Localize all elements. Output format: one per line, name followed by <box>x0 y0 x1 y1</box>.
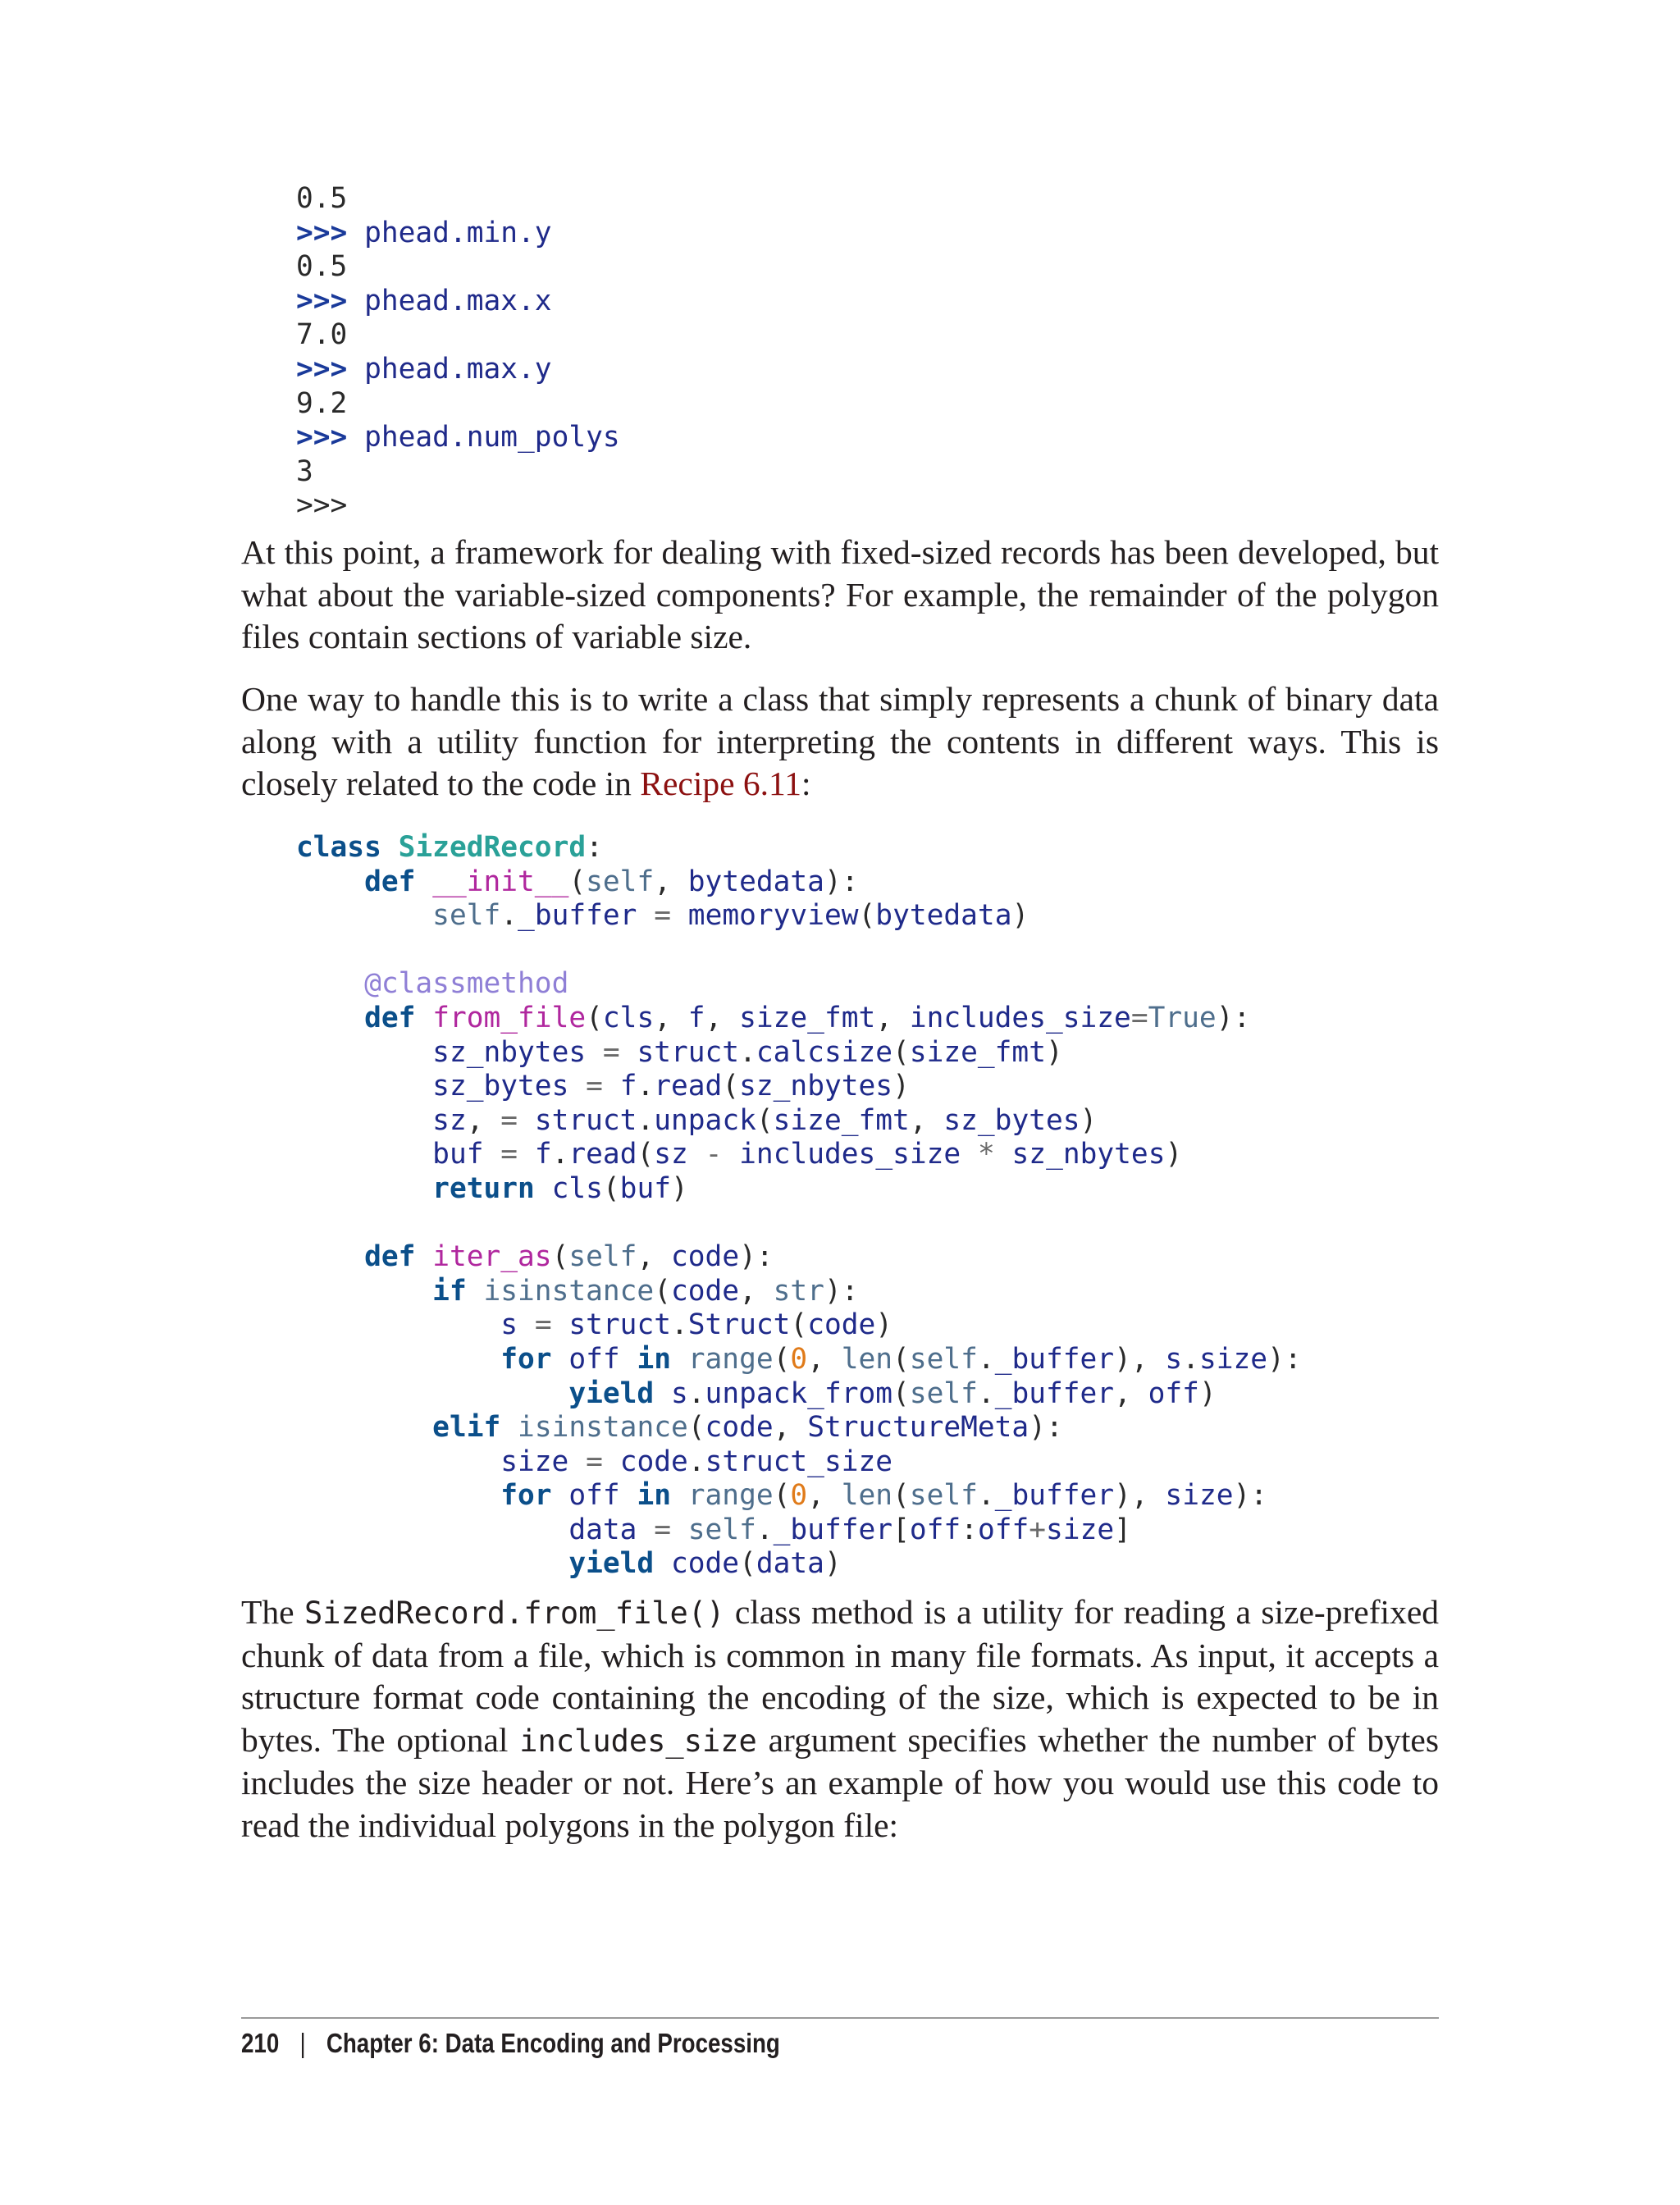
code-token: ( <box>892 1342 910 1376</box>
code-token: ): <box>824 865 859 898</box>
code-token <box>620 1479 637 1512</box>
code-token: code <box>670 1547 740 1581</box>
code-token: . <box>756 1513 774 1546</box>
code-token <box>296 1036 432 1069</box>
code-token <box>535 1172 552 1205</box>
code-token: size <box>1165 1479 1234 1513</box>
code-token: memoryview <box>687 899 859 933</box>
code-token: ( <box>637 1138 655 1171</box>
code-token <box>637 1513 654 1546</box>
code-token: if <box>432 1274 467 1308</box>
code-token: struct <box>534 1103 637 1137</box>
code-token: in <box>637 1479 671 1513</box>
code-token: ): <box>1233 1479 1268 1513</box>
code-token: cls <box>551 1171 603 1205</box>
chapter-title: Chapter 6: Data Encoding and Processing <box>326 2028 780 2058</box>
code-token: unpack <box>654 1103 756 1137</box>
code-token: = <box>602 1035 620 1069</box>
footer-divider <box>241 2017 1439 2019</box>
code-token: . <box>637 1103 655 1137</box>
code-token: ): <box>1029 1411 1063 1445</box>
code-token: ) <box>824 1547 842 1581</box>
code-token <box>381 831 399 864</box>
code-token: size_fmt <box>739 1001 876 1034</box>
repl-line <box>296 217 552 249</box>
code-token: . <box>687 1445 705 1478</box>
code-token: = <box>586 1070 603 1103</box>
code-token: ): <box>739 1240 774 1274</box>
repl-line <box>296 353 552 386</box>
code-token <box>688 1138 705 1171</box>
code-token: = <box>586 1445 603 1478</box>
code-token <box>296 1343 500 1376</box>
code-token: len <box>841 1479 893 1513</box>
code-token: isinstance <box>483 1274 655 1308</box>
code-token: sz_nbytes <box>1011 1138 1166 1171</box>
code-token <box>654 1547 671 1580</box>
code-token: sz <box>654 1138 688 1171</box>
code-token <box>415 1240 432 1273</box>
code-token: ( <box>602 1171 620 1205</box>
code-token <box>296 1104 432 1137</box>
code-token: code <box>671 1274 740 1308</box>
repl-output: 0.5 <box>296 250 348 284</box>
code-token <box>552 1343 569 1376</box>
code-token <box>296 1308 500 1341</box>
code-token: ) <box>1198 1376 1217 1410</box>
repl-output: >>> <box>296 489 348 523</box>
code-token <box>500 1411 518 1444</box>
code-token: self <box>687 1513 756 1546</box>
code-token: code <box>619 1445 688 1478</box>
repl-line <box>296 421 620 454</box>
code-token: ) <box>1080 1103 1098 1137</box>
code-token: ( <box>892 1035 910 1069</box>
code-token <box>671 899 688 932</box>
inline-code-includes-size: includes_size <box>519 1723 757 1759</box>
code-line <box>296 1445 892 1478</box>
code-token: , <box>807 1342 842 1376</box>
code-token: * <box>977 1138 995 1171</box>
code-token: , <box>637 1240 672 1274</box>
code-token <box>296 1479 500 1512</box>
code-token: ( <box>568 865 587 898</box>
code-line <box>296 1036 1063 1069</box>
code-token: code <box>671 1240 740 1274</box>
code-token <box>603 1445 620 1478</box>
repl-output: 9.2 <box>296 386 348 420</box>
code-token: bytedata <box>875 899 1012 933</box>
repl-line <box>296 489 347 522</box>
code-token: 0 <box>790 1479 808 1513</box>
code-token: , <box>739 1274 774 1308</box>
code-token: True <box>1148 1001 1217 1034</box>
code-line <box>296 1240 774 1273</box>
code-token: yield <box>568 1547 655 1581</box>
code-line <box>296 1104 1097 1137</box>
code-token <box>722 1138 739 1171</box>
code-token: - <box>705 1138 723 1171</box>
code-token: iter_as <box>432 1240 552 1274</box>
code-line <box>296 1377 1217 1410</box>
code-token: . <box>1182 1342 1199 1376</box>
code-token: size_fmt <box>773 1103 910 1137</box>
code-token: s <box>670 1376 688 1410</box>
code-token: elif <box>432 1411 501 1445</box>
paragraph-text: : <box>801 765 811 802</box>
code-token: _buffer <box>994 1376 1115 1410</box>
code-token <box>296 967 364 1000</box>
code-token: [ <box>892 1513 910 1546</box>
code-token <box>296 899 432 932</box>
code-token: = <box>1130 1001 1148 1034</box>
code-token: ): <box>1267 1342 1302 1376</box>
repl-session <box>296 182 620 523</box>
code-token: , <box>875 1001 910 1034</box>
code-token: . <box>977 1479 995 1513</box>
code-token: ( <box>551 1240 569 1274</box>
paragraph-text: class method is a utility for reading a size-prefixed chunk of data from a file, which is common in many file formats. As input, it accepts a structure format code containing the encoding of the size, which is expected to be in bytes. The optional <box>241 1593 1439 1759</box>
code-token <box>296 1070 432 1102</box>
code-token: ] <box>1114 1513 1131 1546</box>
repl-line <box>296 250 347 283</box>
code-line <box>296 1308 892 1341</box>
code-token: self <box>586 865 655 898</box>
code-token: ( <box>790 1308 808 1342</box>
code-line <box>296 1138 1182 1171</box>
code-line <box>296 1172 688 1205</box>
code-token <box>467 1275 484 1308</box>
code-token <box>637 899 654 932</box>
code-token: = <box>500 1103 518 1137</box>
code-token: = <box>534 1308 552 1342</box>
code-line <box>296 865 859 898</box>
code-token: data <box>568 1513 637 1546</box>
code-token: 0 <box>790 1342 808 1376</box>
code-token: off <box>977 1513 1029 1546</box>
code-token: ( <box>654 1274 671 1308</box>
code-token: ) <box>1011 899 1029 933</box>
code-token: _buffer <box>518 899 637 933</box>
code-token: ( <box>773 1479 791 1513</box>
code-token: @classmethod <box>364 967 569 1001</box>
code-token <box>296 1275 432 1308</box>
code-token: code <box>807 1308 876 1342</box>
repl-input: phead.min.y <box>364 216 552 249</box>
code-token: sz_nbytes <box>432 1035 587 1069</box>
code-line <box>296 1343 1302 1376</box>
code-token: sz <box>432 1103 467 1137</box>
code-token: ( <box>892 1479 910 1513</box>
code-token: buf <box>432 1138 484 1171</box>
code-line <box>296 899 1029 932</box>
code-token: + <box>1029 1513 1047 1546</box>
code-token: self <box>568 1240 637 1274</box>
repl-prompt: >>> <box>296 352 348 386</box>
code-token: off <box>909 1513 961 1546</box>
code-token: ), <box>1114 1342 1166 1376</box>
code-token: calcsize <box>756 1035 893 1069</box>
code-token: ( <box>773 1342 791 1376</box>
code-line <box>296 1002 1250 1034</box>
code-token <box>415 865 432 898</box>
code-token <box>296 1547 568 1580</box>
code-token: isinstance <box>518 1411 688 1445</box>
repl-prompt: >>> <box>296 284 348 317</box>
code-token: size <box>1198 1342 1268 1376</box>
code-token: includes_size <box>909 1001 1131 1034</box>
code-token: data <box>756 1547 824 1581</box>
code-token: unpack_from <box>705 1376 893 1410</box>
code-token: str <box>773 1274 824 1308</box>
repl-output: 3 <box>296 454 313 488</box>
code-token: ( <box>586 1001 603 1034</box>
code-token <box>296 1138 432 1171</box>
code-token: size <box>1046 1513 1115 1546</box>
code-token: __init__ <box>432 865 569 898</box>
code-token: . <box>671 1308 688 1342</box>
code-token <box>995 1138 1012 1171</box>
code-token: ), <box>1114 1479 1166 1513</box>
code-token: . <box>551 1138 569 1171</box>
code-line <box>296 1275 859 1308</box>
code-token <box>415 1002 432 1034</box>
code-token: code <box>705 1411 774 1445</box>
code-token <box>296 1411 432 1444</box>
paragraph-text: argument specifies whether the number of bytes includes the size header or not. Here’s an example of how you would use this code to read the individual polygons in the polygon file: <box>241 1720 1439 1844</box>
code-token: ): <box>1216 1001 1251 1034</box>
code-token <box>552 1308 569 1341</box>
code-token <box>518 1138 535 1171</box>
repl-line <box>296 182 347 215</box>
code-token: SizedRecord <box>398 831 587 864</box>
repl-output: 0.5 <box>296 182 348 215</box>
code-token <box>483 1138 500 1171</box>
code-listing-sizedrecord <box>296 831 1302 1582</box>
paragraph-intro <box>241 532 1439 659</box>
code-token: : <box>961 1513 978 1546</box>
code-token: ) <box>892 1070 910 1103</box>
code-token: ( <box>722 1070 740 1103</box>
code-token: class <box>296 831 381 864</box>
code-line <box>296 1411 1063 1444</box>
code-token: = <box>654 1513 671 1546</box>
code-token: ) <box>875 1308 893 1342</box>
repl-input: phead.num_polys <box>364 421 620 454</box>
paragraph-text: The <box>241 1593 305 1631</box>
code-token: in <box>637 1342 671 1376</box>
code-line <box>296 1547 842 1580</box>
code-line <box>296 1479 1267 1512</box>
code-token: ( <box>739 1547 756 1581</box>
code-token: yield <box>568 1376 655 1410</box>
code-token: , <box>807 1479 842 1513</box>
code-token: self <box>909 1342 978 1376</box>
code-token: self <box>909 1376 978 1410</box>
code-token: def <box>364 1240 416 1274</box>
code-token: Struct <box>687 1308 791 1342</box>
code-token <box>296 1172 432 1205</box>
code-token: off <box>568 1479 620 1513</box>
code-token: , <box>466 1103 501 1137</box>
code-token: read <box>568 1138 637 1171</box>
code-token: sz_nbytes <box>739 1070 893 1103</box>
page-number: 210 <box>241 2028 280 2058</box>
paragraph-approach <box>241 678 1439 806</box>
code-token <box>620 1343 637 1376</box>
code-token <box>552 1479 569 1512</box>
repl-prompt: >>> <box>296 421 348 454</box>
code-token: ( <box>892 1376 910 1410</box>
code-token: f <box>619 1070 637 1103</box>
code-token: , <box>705 1001 740 1034</box>
code-token <box>586 1036 603 1069</box>
code-token <box>296 1377 568 1410</box>
code-token: . <box>977 1342 995 1376</box>
code-token <box>296 1445 500 1478</box>
code-token <box>296 1240 364 1273</box>
repl-line <box>296 387 347 420</box>
code-token <box>961 1138 978 1171</box>
code-token <box>654 1377 671 1410</box>
code-line <box>296 967 568 1000</box>
code-token: struct_size <box>705 1445 893 1478</box>
code-token <box>518 1308 535 1341</box>
code-line <box>296 1070 910 1102</box>
code-token: _buffer <box>994 1342 1115 1376</box>
code-token: , <box>654 865 688 898</box>
code-token: ) <box>1045 1035 1063 1069</box>
code-token: , <box>1114 1376 1148 1410</box>
code-token: ( <box>756 1103 774 1137</box>
code-token <box>671 1343 688 1376</box>
code-token: read <box>654 1070 723 1103</box>
code-token: s <box>1165 1342 1183 1376</box>
code-token: buf <box>619 1171 671 1205</box>
code-token: ( <box>858 899 876 933</box>
code-token: : <box>586 831 603 864</box>
code-token: ( <box>687 1411 705 1445</box>
repl-input: phead.max.x <box>364 284 552 317</box>
code-token: bytedata <box>687 865 824 898</box>
paragraph-explanation <box>241 1591 1439 1847</box>
code-token: return <box>432 1171 535 1205</box>
code-token: . <box>637 1070 655 1103</box>
repl-line <box>296 285 552 317</box>
code-token: sz_bytes <box>943 1103 1080 1137</box>
code-token: off <box>1148 1376 1199 1410</box>
code-token <box>296 1002 364 1034</box>
code-token: f <box>534 1138 552 1171</box>
code-token: = <box>500 1138 518 1171</box>
code-token: for <box>500 1342 552 1376</box>
paragraph-text: One way to handle this is to write a class that simply represents a chunk of binary data along with a utility function for interpreting the contents in different ways. This is closely related to the code in <box>241 680 1439 802</box>
code-token <box>603 1070 620 1102</box>
code-token <box>671 1479 688 1512</box>
code-token: ) <box>670 1171 688 1205</box>
code-token: _buffer <box>773 1513 893 1546</box>
inline-code-from-file: SizedRecord.from_file() <box>304 1596 725 1631</box>
code-line <box>296 1513 1131 1546</box>
code-token: StructureMeta <box>807 1411 1029 1445</box>
code-line <box>296 831 603 864</box>
code-token: . <box>687 1376 705 1410</box>
code-token: . <box>500 899 518 933</box>
code-token: , <box>909 1103 944 1137</box>
code-token: len <box>841 1342 893 1376</box>
repl-input: phead.max.y <box>364 352 552 386</box>
code-token <box>568 1445 586 1478</box>
paragraph-text: At this point, a framework for dealing with fixed-sized records has been developed, but what about the variable-sized components? For example, the remainder of the polygon files contain sections of variable size. <box>241 533 1439 655</box>
code-token: s <box>500 1308 518 1342</box>
code-token: self <box>432 899 501 933</box>
page-footer <box>241 2028 780 2059</box>
code-token: self <box>909 1479 978 1513</box>
code-token: f <box>687 1001 705 1034</box>
code-token <box>518 1104 535 1137</box>
code-token: for <box>500 1479 552 1513</box>
repl-line <box>296 455 313 488</box>
code-token: def <box>364 1001 416 1034</box>
code-token: cls <box>602 1001 655 1034</box>
code-token: includes_size <box>739 1138 961 1171</box>
code-token <box>671 1513 688 1546</box>
code-token: . <box>977 1376 995 1410</box>
code-token: ) <box>1165 1138 1183 1171</box>
repl-output: 7.0 <box>296 318 348 352</box>
code-token: , <box>654 1001 688 1034</box>
code-token: , <box>773 1411 808 1445</box>
code-token: size_fmt <box>909 1035 1046 1069</box>
code-token: off <box>568 1342 620 1376</box>
recipe-cross-reference-link[interactable]: Recipe 6.11 <box>640 765 801 802</box>
code-token: range <box>687 1479 774 1513</box>
code-token: . <box>739 1035 756 1069</box>
code-token: size <box>500 1445 569 1478</box>
code-token <box>620 1036 637 1069</box>
code-token: sz_bytes <box>432 1070 569 1103</box>
code-token: ): <box>824 1274 859 1308</box>
code-token: from_file <box>432 1001 587 1034</box>
code-token <box>296 1513 568 1546</box>
repl-prompt: >>> <box>296 216 348 249</box>
repl-line <box>296 318 347 351</box>
code-token <box>296 865 364 898</box>
footer-separator: | <box>299 2028 306 2058</box>
code-token <box>568 1070 586 1102</box>
code-token: struct <box>568 1308 671 1342</box>
code-token: = <box>654 899 672 933</box>
code-token: _buffer <box>994 1479 1115 1513</box>
code-token: range <box>687 1342 774 1376</box>
code-token: def <box>364 865 416 898</box>
code-token: struct <box>637 1035 740 1069</box>
